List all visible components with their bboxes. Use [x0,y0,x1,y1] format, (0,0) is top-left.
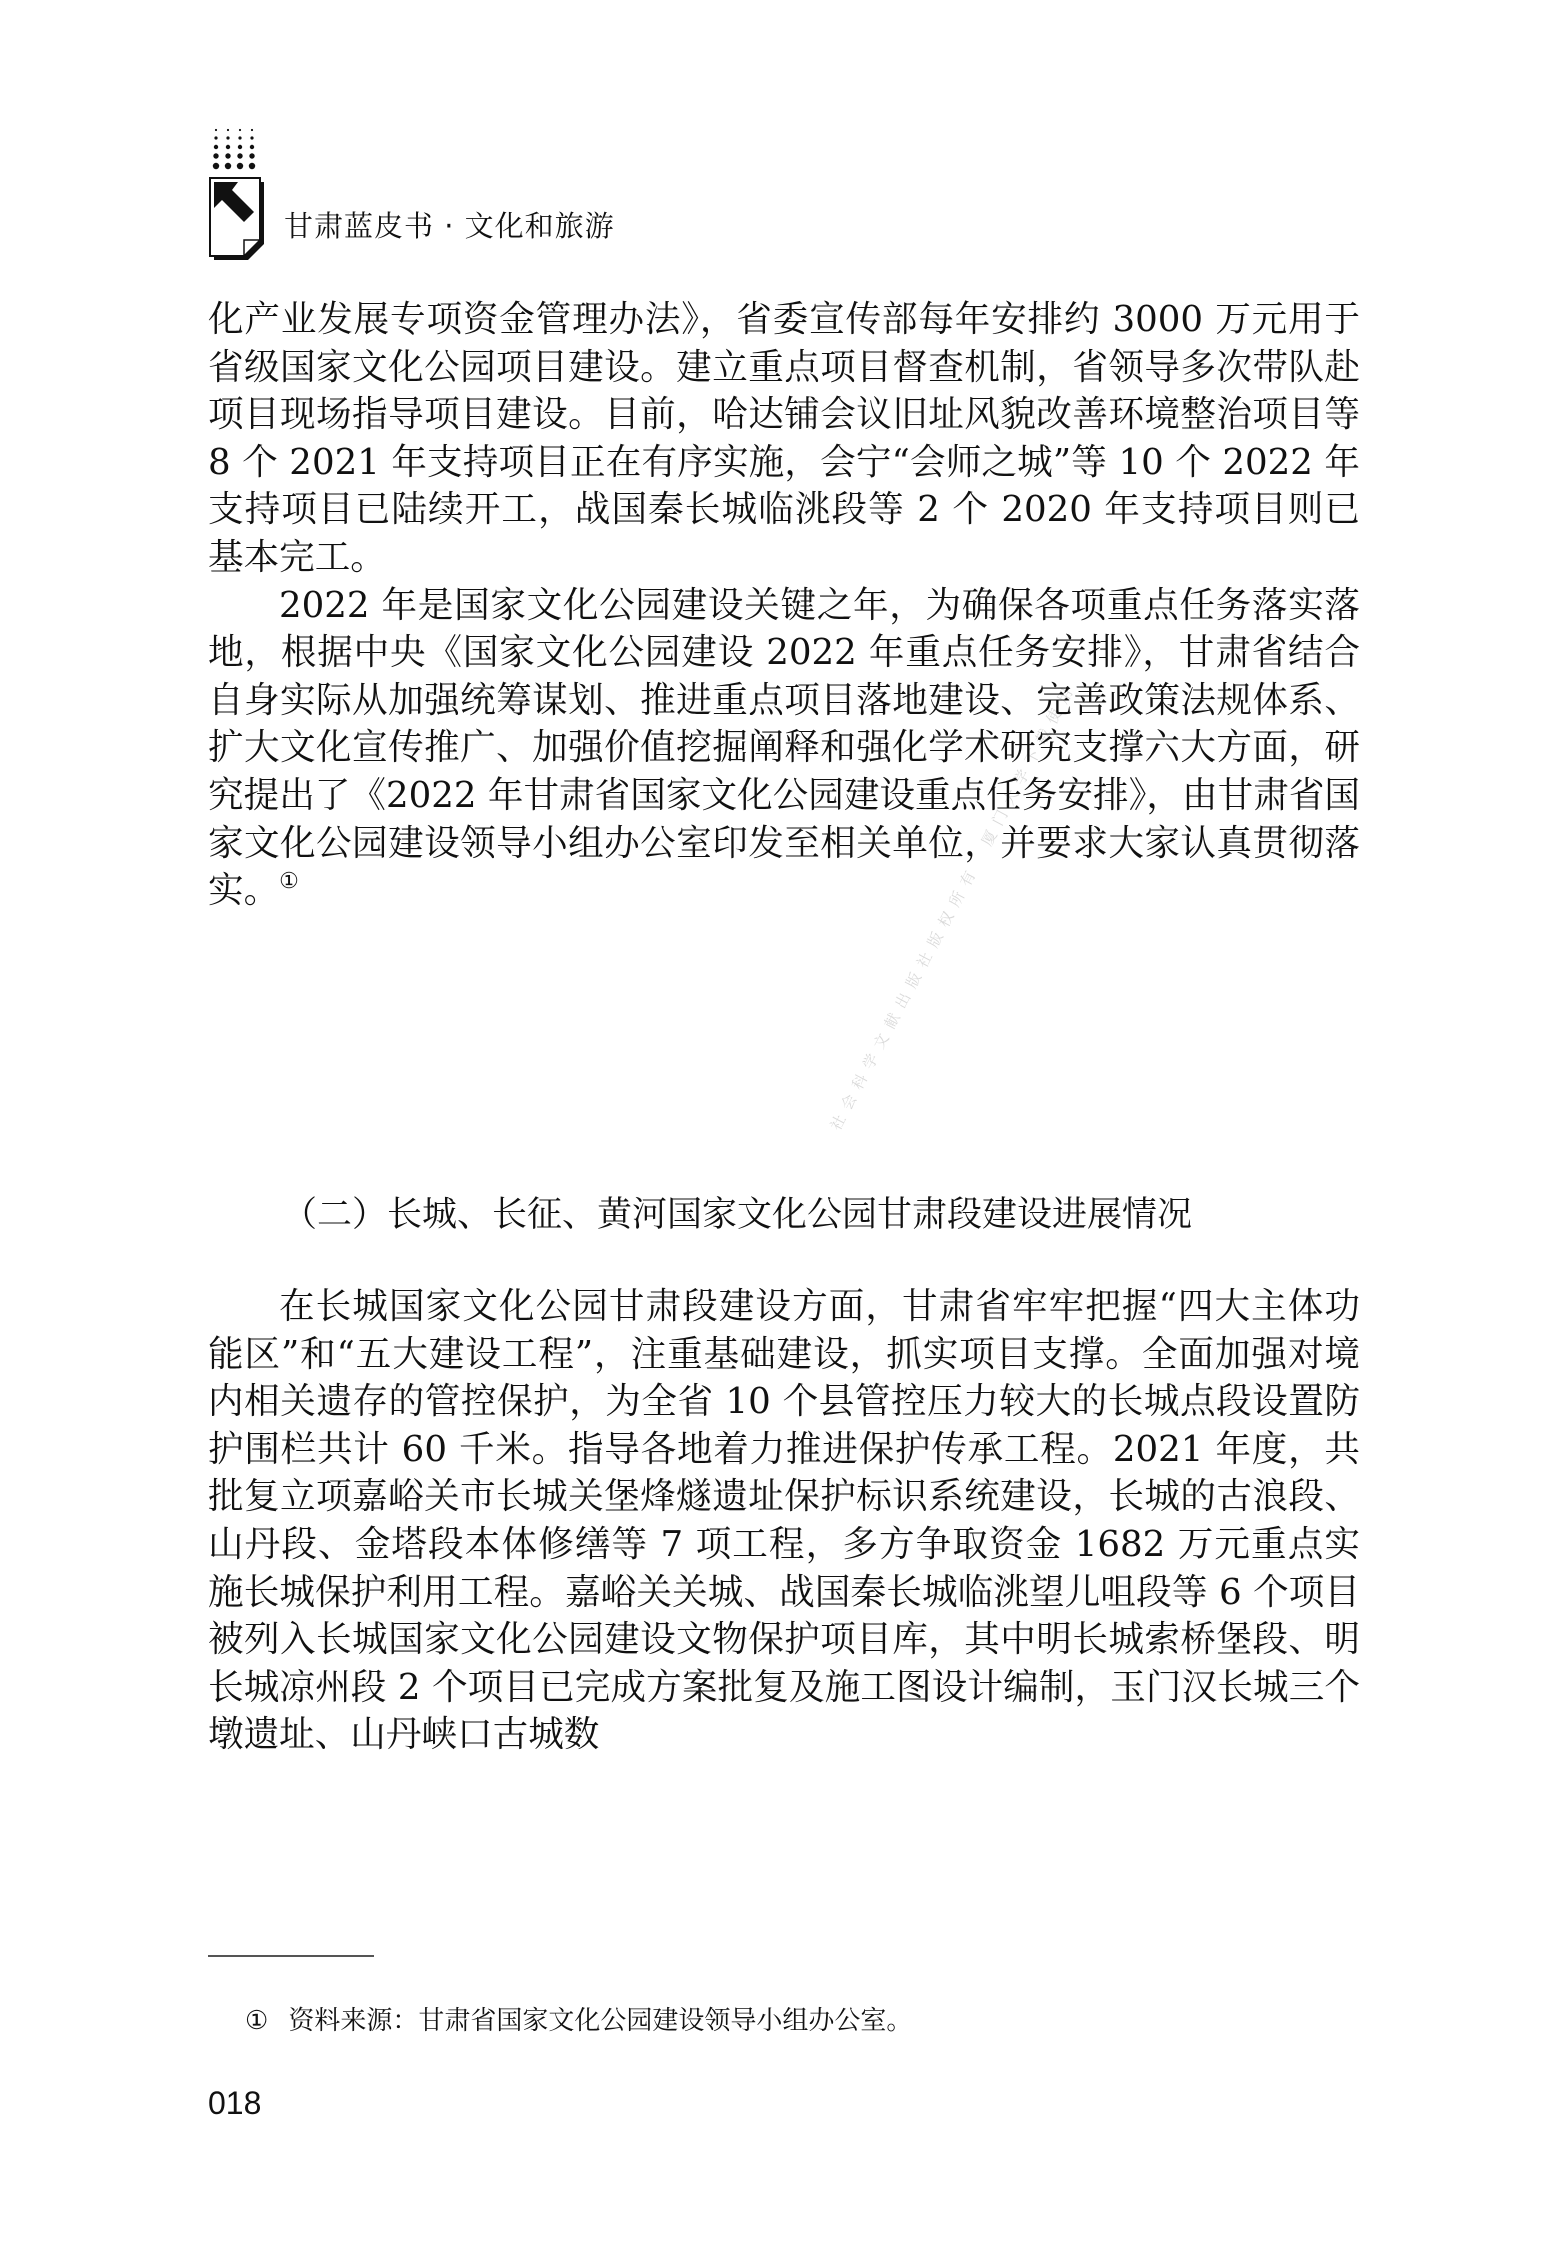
footnote [245,2003,912,2039]
paragraph [208,582,1360,915]
body-text-lower [208,1283,1360,1759]
footnote-text: 资料来源：甘肃省国家文化公园建设领导小组办公室。 [288,2006,913,2036]
footnote-mark: ① [245,2006,269,2036]
copyright-watermark: 社会科学文献出版社版权所有 厦门大学下载使用 [826,678,1081,1134]
paragraph-text: 2022 年是国家文化公园建设关键之年，为确保各项重点任务落实落地，根据中央《国家文化公园建设 2022 年重点任务安排》，甘肃省结合自身实际从加强统筹谋划、推进重点项目落地建设、完善政策法规体系、扩大文化宣传推广、加强价值挖掘阐释和强化学术研究支撑六大方面，研究提出了《2022 年甘肃省国家文化公园建设重点任务安排》，由甘肃省国家文化公园建设领导小组办公室印发至相关单位，并要求大家认真贯彻落实。 [208,584,1360,912]
section-heading: （二）长城、长征、黄河国家文化公园甘肃段建设进展情况 [282,1195,1193,1235]
book-title: 甘肃蓝皮书 · 文化和旅游 [284,209,615,243]
body-text-upper [208,296,1360,915]
page-number: 018 [208,2085,262,2121]
footnote-reference[interactable]: ① [279,869,299,895]
running-header [208,126,1108,262]
book-page-arrow-icon [208,126,270,262]
paragraph: 在长城国家文化公园甘肃段建设方面，甘肃省牢牢把握“四大主体功能区”和“五大建设工程”，注重基础建设，抓实项目支撑。全面加强对境内相关遗存的管控保护，为全省 10 个县管控压力较大的长城点段设置防护围栏共计 60 千米。指导各地着力推进保护传承工程。2021 年度，共批复立项嘉峪关市长城关堡烽燧遗址保护标识系统建设，长城的古浪段、山丹段、金塔段本体修缮等 7 项工程，多方争取资金 1682 万元重点实施长城保护利用工程。嘉峪关关城、战国秦长城临洮望儿咀段等 6 个项目被列入长城国家文化公园建设文物保护项目库，其中明长城索桥堡段、明长城凉州段 2 个项目已完成方案批复及施工图设计编制，玉门汉长城三个墩遗址、山丹峡口古城数 [208,1286,1360,1756]
footnote-divider [208,1955,374,1957]
paragraph-continued: 化产业发展专项资金管理办法》，省委宣传部每年安排约 3000 万元用于省级国家文化公园项目建设。建立重点项目督查机制，省领导多次带队赴项目现场指导项目建设。目前，哈达铺会议旧址风貌改善环境整治项目等 8 个 2021 年支持项目正在有序实施，会宁“会师之城”等 10 个 2022 年支持项目已陆续开工，战国秦长城临洮段等 2 个 2020 年支持项目则已基本完工。 [208,299,1360,578]
